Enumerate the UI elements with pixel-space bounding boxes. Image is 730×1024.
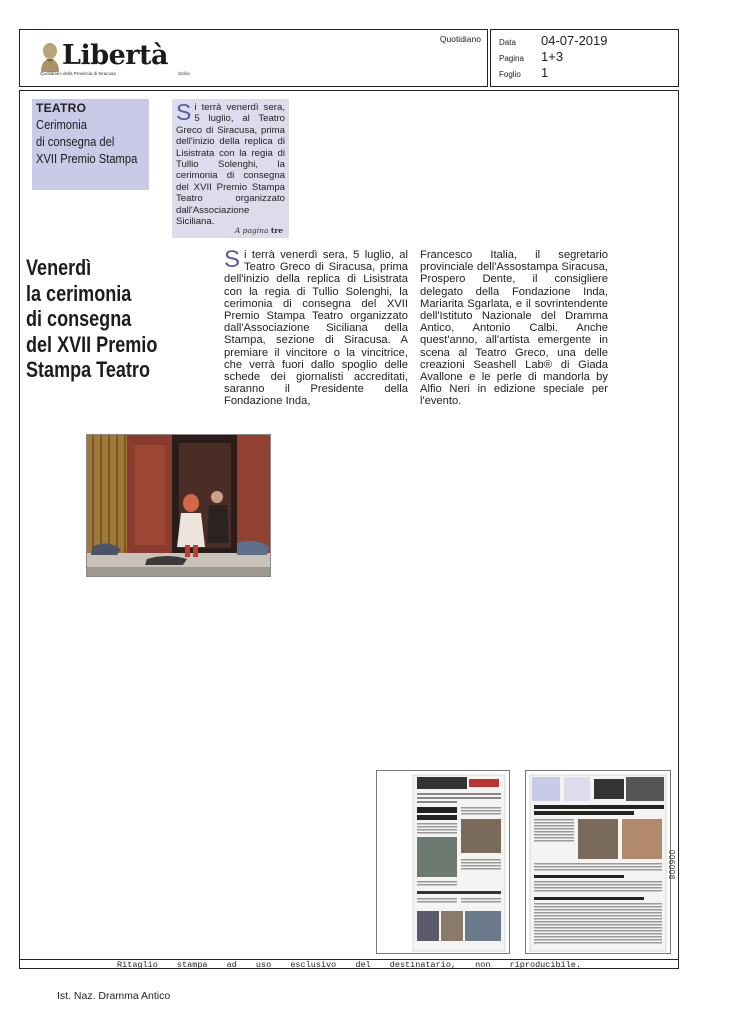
headline-line: di consegna	[26, 306, 132, 331]
article-column-1-text: i terrà venerdì sera, 5 luglio, al Teatro Greco di Siracusa, prima dell'inizio della replica di Lisistrata con la regia di Tullio Solenghi, la cerimonia di consegna del XVII Premio Stampa Teatro organizzato dall'Associazione Siciliana della Stampa, sezione di Siracusa. A premiare il vincitore o la vincitrice, che verrà fuori dallo spoglio delle schede dei giornalisti accreditati, saranno il Presidente della Fondazione Inda,	[224, 249, 408, 408]
publisher-name: Ist. Naz. Dramma Antico	[57, 990, 171, 1002]
page-value: 1+3	[541, 49, 564, 64]
newspaper-logo	[38, 40, 208, 80]
logo-sub-right: Sicilia	[178, 71, 190, 76]
summary-text	[176, 99, 285, 228]
headline-line: Venerdì	[26, 255, 92, 280]
headline-line: del XVII Premio	[26, 331, 158, 357]
page-reference-value: tre	[270, 226, 283, 235]
inner-page-thumbnail-image	[526, 771, 671, 954]
page-reference-prefix: A pagina	[234, 226, 269, 235]
section-title-line: XVII Premio Stampa	[36, 151, 138, 166]
document-code: 006008	[667, 850, 676, 880]
page-reference	[235, 226, 283, 235]
page-thumbnail-inner	[525, 770, 671, 954]
section-title	[36, 116, 150, 167]
theatre-photo	[86, 434, 271, 577]
date-value: 04-07-2019	[541, 33, 608, 48]
article-headline	[26, 255, 182, 383]
article-dropcap: S	[224, 246, 241, 273]
date-label: Data	[499, 38, 516, 47]
page-row	[499, 49, 563, 63]
periodicity-label: Quotidiano	[439, 34, 481, 44]
headline-line: Stampa Teatro	[26, 357, 150, 382]
section-kicker: TEATRO	[36, 101, 87, 115]
date-row	[499, 33, 608, 47]
logo-tagline: Quotidiano della Provincia di Siracusa	[40, 71, 116, 76]
summary-dropcap: S	[176, 99, 192, 125]
summary-box	[172, 99, 289, 238]
page-thumbnail-front	[376, 770, 510, 954]
sheet-row	[499, 65, 548, 79]
sheet-label: Foglio	[499, 70, 521, 79]
metadata-box	[490, 29, 679, 87]
section-title-line: Cerimonia	[36, 117, 87, 132]
front-page-thumbnail-image	[377, 771, 510, 954]
headline-line: la cerimonia	[26, 280, 132, 306]
page-label: Pagina	[499, 54, 524, 63]
bust-logo-icon	[38, 42, 62, 72]
sheet-value: 1	[541, 65, 549, 80]
article-column-1	[224, 246, 408, 408]
stage-scene-image	[87, 435, 271, 577]
section-title-line: di consegna del	[36, 134, 115, 149]
masthead-box	[19, 29, 488, 87]
article-column-2: Francesco Italia, il segretario provinciale dell'Assostampa Siracusa, Prospero Dente, il consigliere delegato della Fondazione Inda, Mariarita Sgarlata, e il sovrintendente dell'Istituto Nazionale del Dramma Antico, Antonio Calbi. Anche quest'anno, all'artista emergente in scena al Teatro Greco, una delle creazioni Seashell Lab® di Giada Avallone e le perle di mandorla by Alfio Neri in edizione speciale per l'evento.	[420, 249, 608, 408]
logo-wordmark: Libertà	[62, 40, 168, 71]
reproduction-notice: Ritaglio stampa ad uso esclusivo del destinatario, non riproducibile.	[19, 959, 679, 971]
summary-body: i terrà venerdì sera, 5 luglio, al Teatro Greco di Siracusa, prima dell'inizio della replica di Lisistrata con la regia di Tullio Solenghi, la cerimonia di consegna del XVII Premio Stampa Teatro organizzato dall'Associazione Siciliana.	[176, 102, 285, 228]
section-box	[32, 99, 149, 190]
